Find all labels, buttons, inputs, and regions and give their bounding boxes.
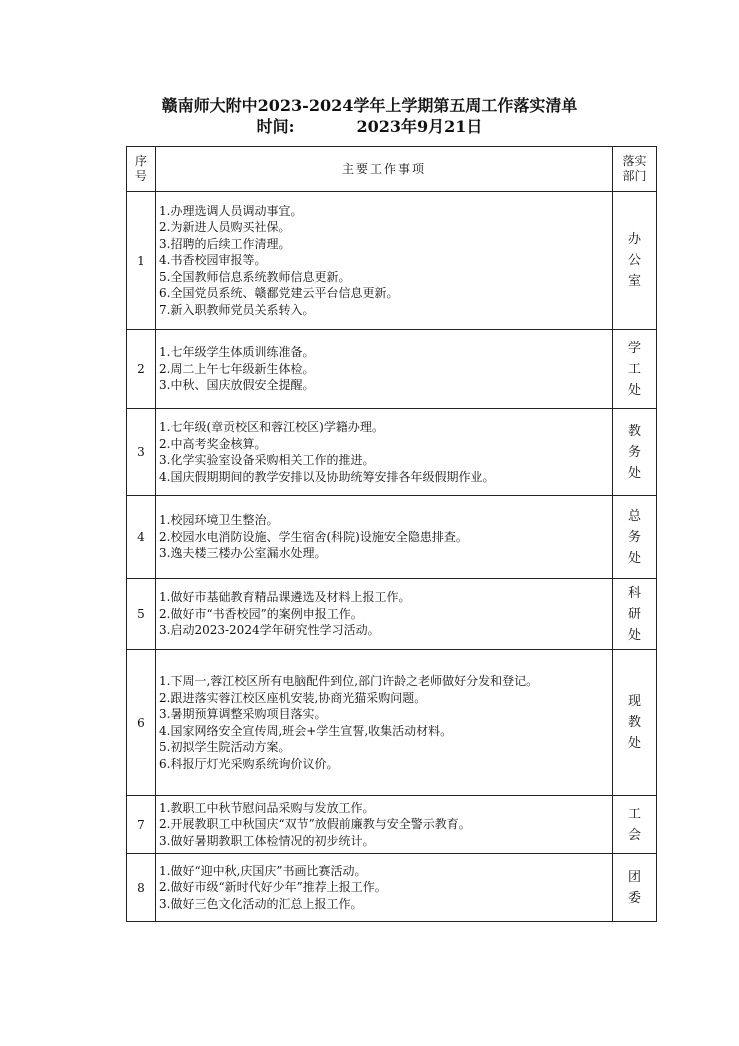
row-department [613, 496, 657, 579]
department-char: 工 [627, 806, 641, 822]
department-char: 处 [627, 465, 641, 481]
row-work-items [156, 650, 613, 796]
row-number: 7 [127, 796, 156, 854]
header-dept-line: 部门 [622, 169, 647, 183]
row-department [613, 192, 657, 330]
table-row [127, 650, 657, 796]
work-item: 4.书香校园审报等。 [159, 253, 267, 268]
department-char: 务 [627, 529, 641, 545]
work-item: 2.中高考奖金核算。 [159, 436, 267, 451]
work-item: 2.做好市“书香校园”的案例申报工作。 [159, 606, 363, 621]
department-char: 学 [627, 340, 641, 356]
header-no [127, 147, 156, 192]
work-item: 2.做好市级“新时代好少年”推荐上报工作。 [159, 880, 387, 895]
department-char: 办 [627, 232, 641, 247]
row-number: 6 [127, 650, 156, 796]
document-title: 赣南师大附中2023-2024学年上学期第五周工作落实清单 [161, 96, 578, 115]
row-number: 8 [127, 854, 156, 922]
department-char: 室 [627, 274, 641, 289]
table-row [127, 409, 657, 496]
work-item: 3.招聘的后续工作清理。 [159, 236, 291, 251]
work-list-table [126, 146, 657, 922]
row-number: 3 [127, 409, 156, 496]
work-item: 6.科报厅灯光采购系统询价议价。 [159, 756, 339, 771]
work-item: 4.国家网络安全宣传周,班会+学生宣誓,收集活动材料。 [159, 723, 453, 738]
work-item: 3.启动2023-2024学年研究性学习活动。 [159, 623, 380, 638]
work-item: 5.初拟学生院活动方案。 [159, 740, 291, 754]
work-item: 1.七年级学生体质训练准备。 [159, 345, 315, 360]
header-dept [613, 147, 657, 192]
row-work-items [156, 796, 613, 854]
header-dept-line: 落实 [622, 154, 647, 168]
row-work-items [156, 854, 613, 922]
work-item: 2.开展教职工中秋国庆“双节”放假前廉教与安全警示教育。 [159, 817, 471, 832]
work-item: 3.中秋、国庆放假安全提醒。 [159, 378, 315, 393]
row-number: 2 [127, 330, 156, 409]
header-no-line: 序 [134, 154, 147, 168]
row-number: 4 [127, 496, 156, 579]
row-work-items [156, 330, 613, 409]
table-header-row [127, 147, 657, 192]
row-department [613, 650, 657, 796]
department-char: 务 [627, 444, 641, 460]
row-department [613, 579, 657, 650]
table-row [127, 796, 657, 854]
department-char: 处 [627, 627, 641, 643]
work-item: 1.办理选调人员调动事宜。 [159, 203, 303, 218]
row-work-items [156, 409, 613, 496]
work-item: 3.做好暑期教职工体检情况的初步统计。 [159, 833, 375, 848]
department-char: 教 [627, 423, 641, 439]
row-number: 1 [127, 192, 156, 330]
work-item: 2.周二上午七年级新生体检。 [159, 361, 315, 376]
table-row [127, 579, 657, 650]
work-item: 3.化学实验室设备采购相关工作的推进。 [159, 453, 375, 467]
work-item: 3.逸夫楼三楼办公室漏水处理。 [159, 546, 327, 561]
department-char: 总 [627, 508, 641, 524]
department-char: 工 [627, 361, 641, 377]
department-char: 公 [627, 253, 641, 268]
department-char: 研 [627, 606, 641, 622]
time-label: 时间: [256, 117, 295, 136]
department-char: 团 [627, 869, 641, 885]
table-row [127, 192, 657, 330]
work-item: 2.为新进人员购买社保。 [159, 220, 291, 235]
work-item: 1.下周一,蓉江校区所有电脑配件到位,部门许龄之老师做好分发和登记。 [159, 674, 539, 688]
work-item: 1.七年级(章贡校区和蓉江校区)学籍办理。 [159, 420, 384, 434]
document-date: 2023年9月21日 [356, 117, 483, 136]
row-work-items [156, 192, 613, 330]
work-item: 1.校园环境卫生整治。 [159, 513, 279, 528]
work-item: 3.暑期预算调整采购项目落实。 [159, 707, 327, 721]
row-work-items [156, 579, 613, 650]
row-department [613, 854, 657, 922]
department-char: 处 [627, 382, 641, 398]
department-char: 现 [627, 694, 641, 709]
table-row [127, 854, 657, 922]
work-item: 6.全国党员系统、赣鄱党建云平台信息更新。 [159, 286, 399, 301]
department-char: 会 [627, 827, 641, 843]
row-number: 5 [127, 579, 156, 650]
work-item: 1.做好“迎中秋,庆国庆”书画比赛活动。 [159, 863, 367, 878]
work-item: 1.教职工中秋节慰问品采购与发放工作。 [159, 800, 375, 815]
work-item: 7.新入职教师党员关系转入。 [159, 302, 315, 317]
header-items: 主要工作事项 [156, 147, 613, 192]
table-row [127, 496, 657, 579]
department-char: 处 [627, 736, 641, 751]
work-item: 2.校园水电消防设施、学生宿舍(科院)设施安全隐患排查。 [159, 529, 468, 544]
document-date-line [0, 117, 739, 137]
row-department [613, 796, 657, 854]
row-department [613, 330, 657, 409]
work-item: 3.做好三色文化活动的汇总上报工作。 [159, 896, 363, 911]
department-char: 科 [627, 585, 641, 601]
table-row [127, 330, 657, 409]
work-item: 4.国庆假期期间的教学安排以及协助统筹安排各年级假期作业。 [159, 469, 495, 484]
work-item: 2.跟进落实蓉江校区座机安装,协商光猫采购问题。 [159, 690, 427, 705]
department-char: 处 [627, 550, 641, 566]
department-char: 委 [627, 890, 641, 906]
row-department [613, 409, 657, 496]
work-item: 5.全国教师信息系统教师信息更新。 [159, 269, 351, 284]
row-work-items [156, 496, 613, 579]
work-item: 1.做好市基础教育精品课遴选及材料上报工作。 [159, 590, 411, 605]
header-no-line: 号 [134, 169, 147, 183]
department-char: 教 [627, 715, 641, 730]
